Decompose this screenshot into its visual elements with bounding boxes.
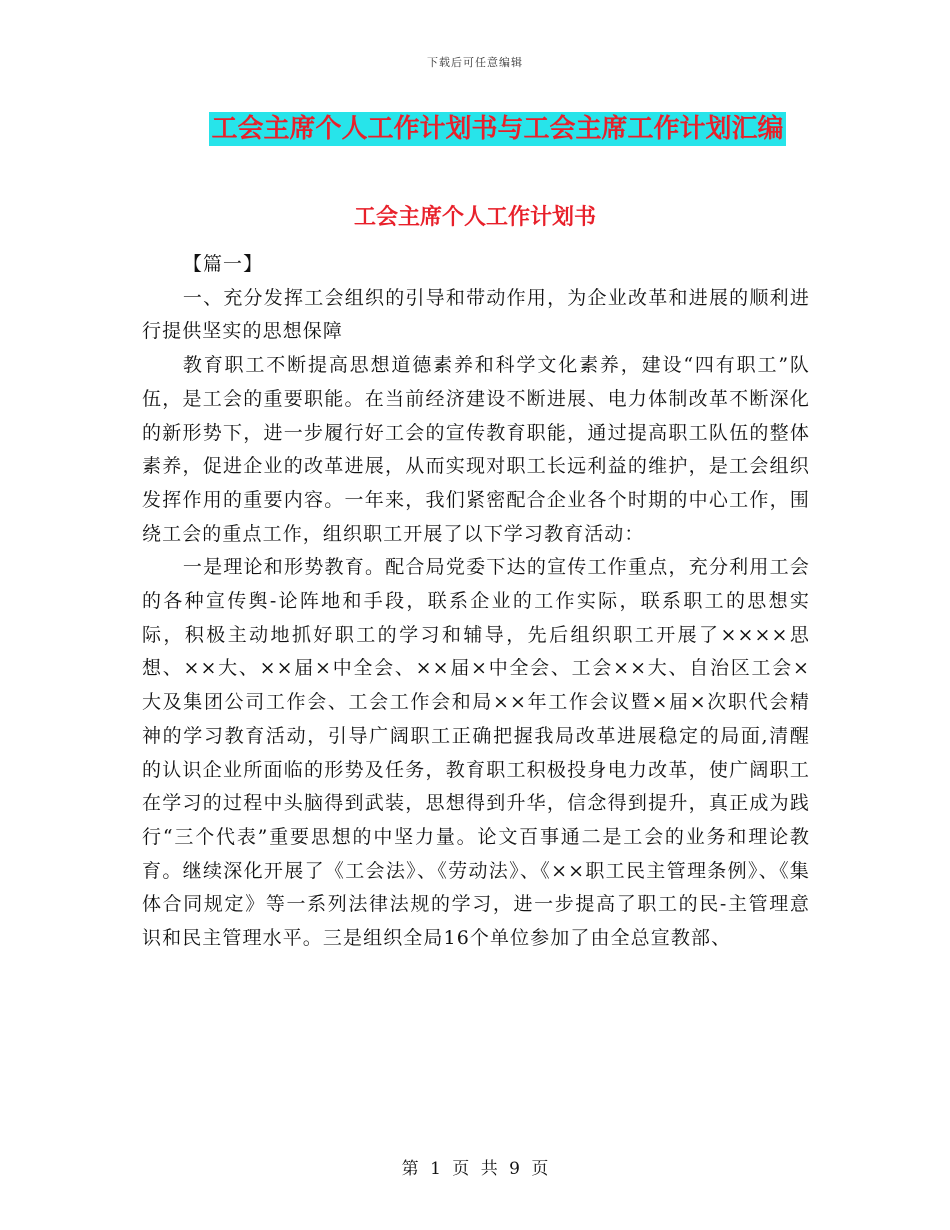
paragraph-intro: 教育职工不断提高思想道德素养和科学文化素养，建设“四有职工”队伍，是工会的重要职能。在当前经济建设不断进展、电力体制改革不断深化的新形势下，进一步履行好工会的宣传教育职能，通过提高职工队伍的整体素养，促进企业的改革进展，从而实现对职工长远利益的维护，是工会组织发挥作用的重要内容。一年来，我们紧密配合企业各个时期的中心工作，围绕工会的重点工作，组织职工开展了以下学习教育活动： <box>142 354 810 545</box>
document-body <box>142 248 810 956</box>
section-tag: 【篇一】 <box>182 253 264 275</box>
main-title: 工会主席个人工作计划书与工会主席工作计划汇编 <box>211 114 784 144</box>
paragraph-heading: 一、充分发挥工会组织的引导和带动作用，为企业改革和进展的顺利进行提供坚实的思想保障 <box>142 286 810 343</box>
page-footer: 第 1 页 共 9 页 <box>401 1159 549 1179</box>
paragraph-activities: 一是理论和形势教育。配合局党委下达的宣传工作重点，充分利用工会的各种宣传舆-论阵地和手段，联系企业的工作实际，联系职工的思想实际，积极主动地抓好职工的学习和辅导，先后组织职工开展了××××思想、××大、××届×中全会、××届×中全会、工会××大、自治区工会×大及集团公司工作会、工会工作会和局××年工作会议暨×届×次职代会精神的学习教育活动，引导广阔职工正确把握我局改革进展稳定的局面,清醒的认识企业所面临的形势及任务，教育职工积极投身电力改革，使广阔职工在学习的过程中头脑得到武装，思想得到升华，信念得到提升，真正成为践行“三个代表”重要思想的中坚力量。论文百事通二是工会的业务和理论教育。继续深化开展了《工会法》、《劳动法》、《××职工民主管理条例》、《集体合同规定》等一系列法律法规的学习，进一步提高了职工的民-主管理意识和民主管理水平。三是组织全局16个单位参加了由全总宣教部、 <box>142 556 810 950</box>
header-note: 下载后可任意编辑 <box>427 56 523 69</box>
sub-title: 工会主席个人工作计划书 <box>353 204 596 230</box>
main-title-container <box>0 112 950 146</box>
